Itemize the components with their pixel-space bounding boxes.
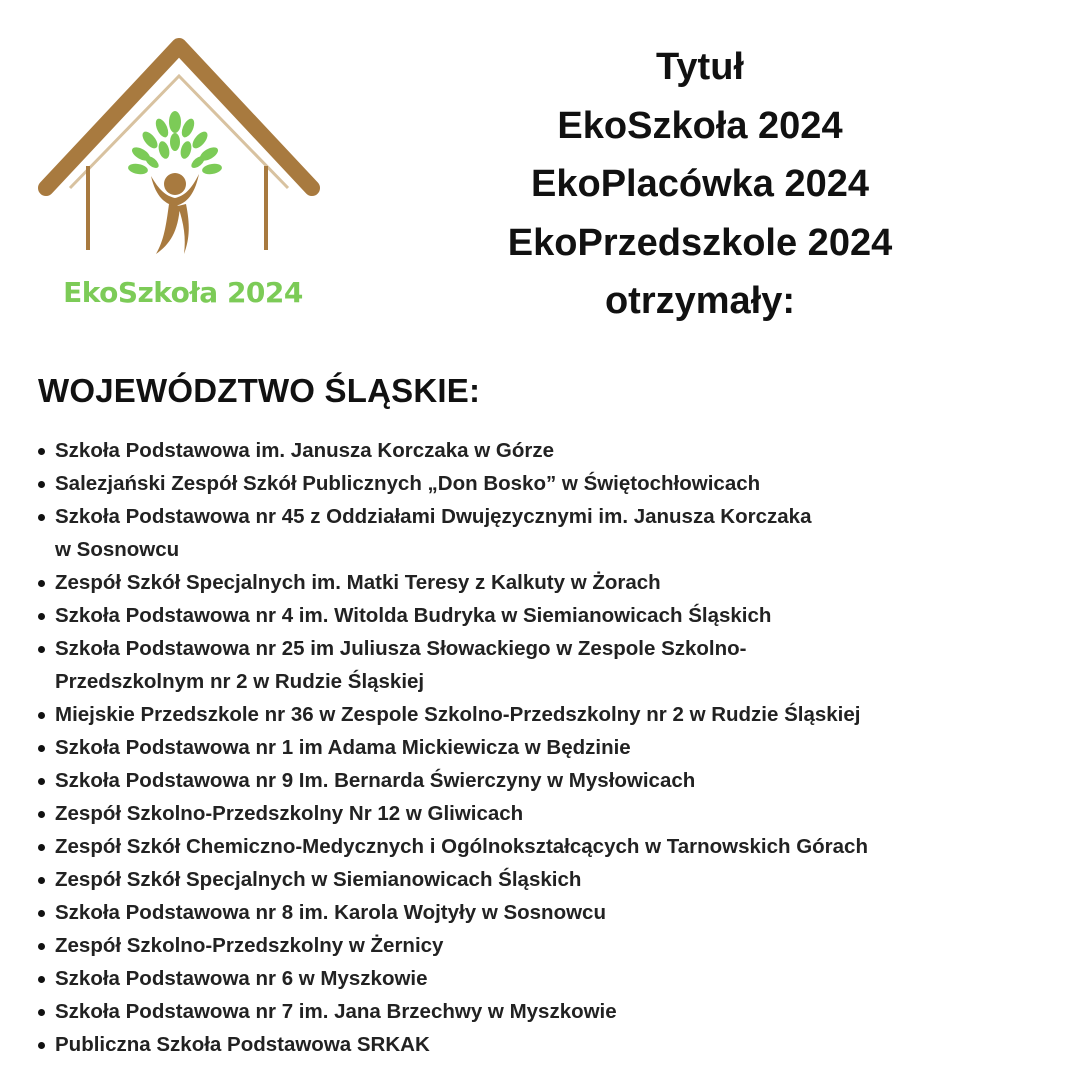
list-item <box>38 467 1058 500</box>
title-line: EkoSzkoła 2024 <box>557 104 843 147</box>
list-item <box>38 698 1058 731</box>
list-item <box>38 962 1058 995</box>
school-name-line: Szkoła Podstawowa nr 8 im. Karola Wojtyły w Sosnowcu <box>55 901 606 924</box>
school-list <box>38 434 1058 1061</box>
bullet-icon <box>38 712 45 719</box>
title-line: EkoPrzedszkole 2024 <box>507 221 893 264</box>
title-line: Tytuł <box>656 46 744 88</box>
list-item <box>38 434 1058 467</box>
school-name-line: Przedszkolnym nr 2 w Rudzie Śląskiej <box>55 670 425 693</box>
bullet-icon <box>38 844 45 851</box>
bullet-icon <box>38 646 45 653</box>
list-item <box>38 995 1058 1028</box>
bullet-icon <box>38 580 45 587</box>
school-name-line: Zespół Szkół Specjalnych w Siemianowicach Śląskich <box>55 868 582 891</box>
school-name-line: Zespół Szkół Specjalnych im. Matki Teresy z Kalkuty w Żorach <box>55 571 661 594</box>
bullet-icon <box>38 1009 45 1016</box>
bullet-icon <box>38 778 45 785</box>
list-item <box>38 929 1058 962</box>
bullet-icon <box>38 613 45 620</box>
school-name-line: Szkoła Podstawowa nr 9 Im. Bernarda Świerczyny w Mysłowicach <box>55 769 696 792</box>
bullet-icon <box>38 745 45 752</box>
bullet-icon <box>38 976 45 983</box>
list-item <box>38 599 1058 632</box>
list-item <box>38 863 1058 896</box>
list-item <box>38 830 1058 863</box>
school-name-line: Zespół Szkolno-Przedszkolny Nr 12 w Gliwicach <box>55 802 524 825</box>
school-name-line: Publiczna Szkoła Podstawowa SRKAK <box>55 1033 430 1056</box>
school-name-line: Szkoła Podstawowa nr 4 im. Witolda Budryka w Siemianowicach Śląskich <box>55 604 772 627</box>
school-name-line: Salezjański Zespół Szkół Publicznych „Don Bosko” w Świętochłowicach <box>55 472 761 495</box>
bullet-icon <box>38 811 45 818</box>
eco-house-logo <box>38 38 320 260</box>
list-item <box>38 896 1058 929</box>
bullet-icon <box>38 481 45 488</box>
list-item <box>38 566 1058 599</box>
list-item <box>38 764 1058 797</box>
title-line: otrzymały: <box>604 280 796 322</box>
bullet-icon <box>38 448 45 455</box>
school-name-line: Szkoła Podstawowa nr 25 im Juliusza Słowackiego w Zespole Szkolno- <box>55 637 747 660</box>
list-item <box>38 632 1058 698</box>
bullet-icon <box>38 943 45 950</box>
bullet-icon <box>38 877 45 884</box>
school-name-line: Miejskie Przedszkole nr 36 w Zespole Szkolno-Przedszkolny nr 2 w Rudzie Śląskiej <box>55 703 861 726</box>
list-item <box>38 1028 1058 1061</box>
list-item <box>38 500 1058 566</box>
bullet-icon <box>38 910 45 917</box>
school-name-line: Zespół Szkół Chemiczno-Medycznych i Ogólnokształcących w Tarnowskich Górach <box>55 835 868 858</box>
school-name-line: w Sosnowcu <box>55 538 180 561</box>
school-name-line: Szkoła Podstawowa nr 1 im Adama Mickiewicza w Będzinie <box>55 736 631 759</box>
school-name-line: Szkoła Podstawowa nr 6 w Myszkowie <box>55 967 428 990</box>
school-name-line: Szkoła Podstawowa nr 7 im. Jana Brzechwy w Myszkowie <box>55 1000 617 1023</box>
bullet-icon <box>38 514 45 521</box>
school-name-line: Zespół Szkolno-Przedszkolny w Żernicy <box>55 934 444 957</box>
house-leaf-icon <box>38 38 320 260</box>
region-heading: WOJEWÓDZTWO ŚLĄSKIE: <box>38 372 481 409</box>
logo-caption: EkoSzkoła 2024 <box>63 276 303 309</box>
page-title <box>440 38 960 331</box>
title-line: EkoPlacówka 2024 <box>531 163 869 205</box>
bullet-icon <box>38 1042 45 1049</box>
school-name-line: Szkoła Podstawowa nr 45 z Oddziałami Dwujęzycznymi im. Janusza Korczaka <box>55 505 812 528</box>
list-item <box>38 731 1058 764</box>
list-item <box>38 797 1058 830</box>
school-name-line: Szkoła Podstawowa im. Janusza Korczaka w Górze <box>55 439 554 462</box>
